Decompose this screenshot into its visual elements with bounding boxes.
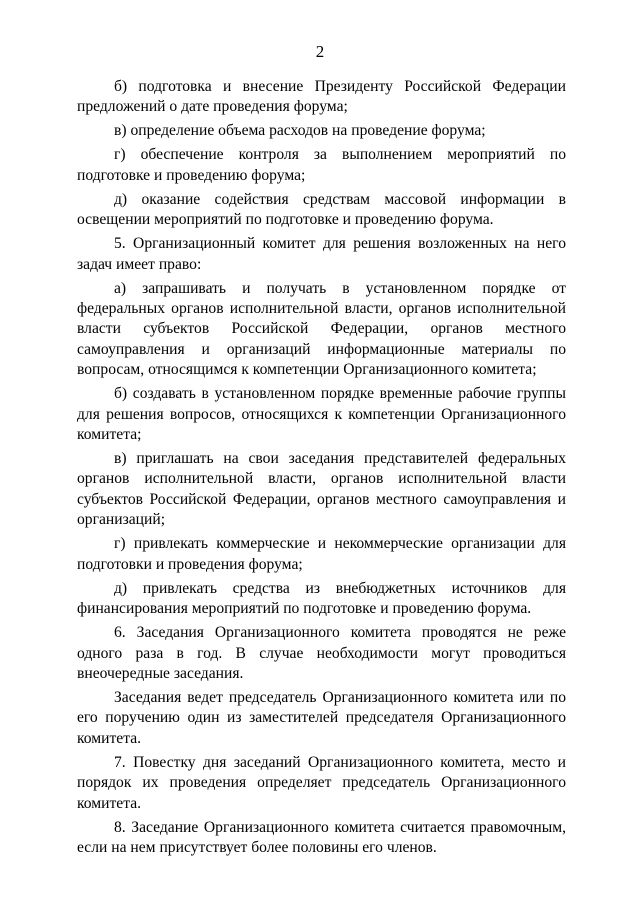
- paragraph-chairman: Заседания ведет председатель Организационного комитета или по его поручению один из заместителей председателя Организационного комитета.: [77, 688, 566, 747]
- paragraph-a-request: а) запрашивать и получать в установленном порядке от федеральных органов исполнительной власти, органов исполнительной власти субъектов Российской Федерации, органов местного самоуправления и организаций информационные материалы по вопросам, относящимся к компетенции Организационного комитета;: [77, 279, 566, 379]
- paragraph-6-meetings: 6. Заседания Организационного комитета проводятся не реже одного раза в год. В случае необходимости могут проводиться внеочередные заседания.: [77, 624, 566, 682]
- paragraph-d-media: д) оказание содействия средствам массовой информации в освещении мероприятий по подготовке и проведению форума.: [77, 190, 566, 229]
- paragraph-5-rights: 5. Организационный комитет для решения возложенных на него задач имеет право:: [77, 235, 566, 273]
- page-number: 2: [315, 42, 325, 61]
- paragraph-7-agenda: 7. Повестку дня заседаний Организационного комитета, место и порядок их проведения определяет председатель Организационного комитета.: [77, 753, 566, 812]
- paragraph-g-organizations: г) привлекать коммерческие и некоммерческие организации для подготовки и проведения форума;: [77, 535, 566, 573]
- document-body: [77, 77, 566, 862]
- paragraph-b-proposals: б) подготовка и внесение Президенту Российской Федерации предложений о дате проведения форума;: [77, 78, 566, 116]
- paragraph-g-control: г) обеспечение контроля за выполнением мероприятий по подготовке и проведению форума;: [77, 146, 566, 184]
- paragraph-8-quorum: 8. Заседание Организационного комитета считается правомочным, если на нем присутствует более половины его членов.: [77, 818, 566, 856]
- paragraph-b-working-groups: б) создавать в установленном порядке временные рабочие группы для решения вопросов, относящихся к компетенции Организационного комитета;: [77, 385, 566, 444]
- paragraph-d-funding: д) привлекать средства из внебюджетных источников для финансирования мероприятий по подготовке и проведению форума.: [77, 579, 566, 618]
- paragraph-v-expenses: в) определение объема расходов на проведение форума;: [114, 122, 486, 140]
- paragraph-v-invite: в) приглашать на свои заседания представителей федеральных органов исполнительной власти, органов исполнительной власти субъектов Российской Федерации, органов местного самоуправления и организаций;: [77, 450, 566, 529]
